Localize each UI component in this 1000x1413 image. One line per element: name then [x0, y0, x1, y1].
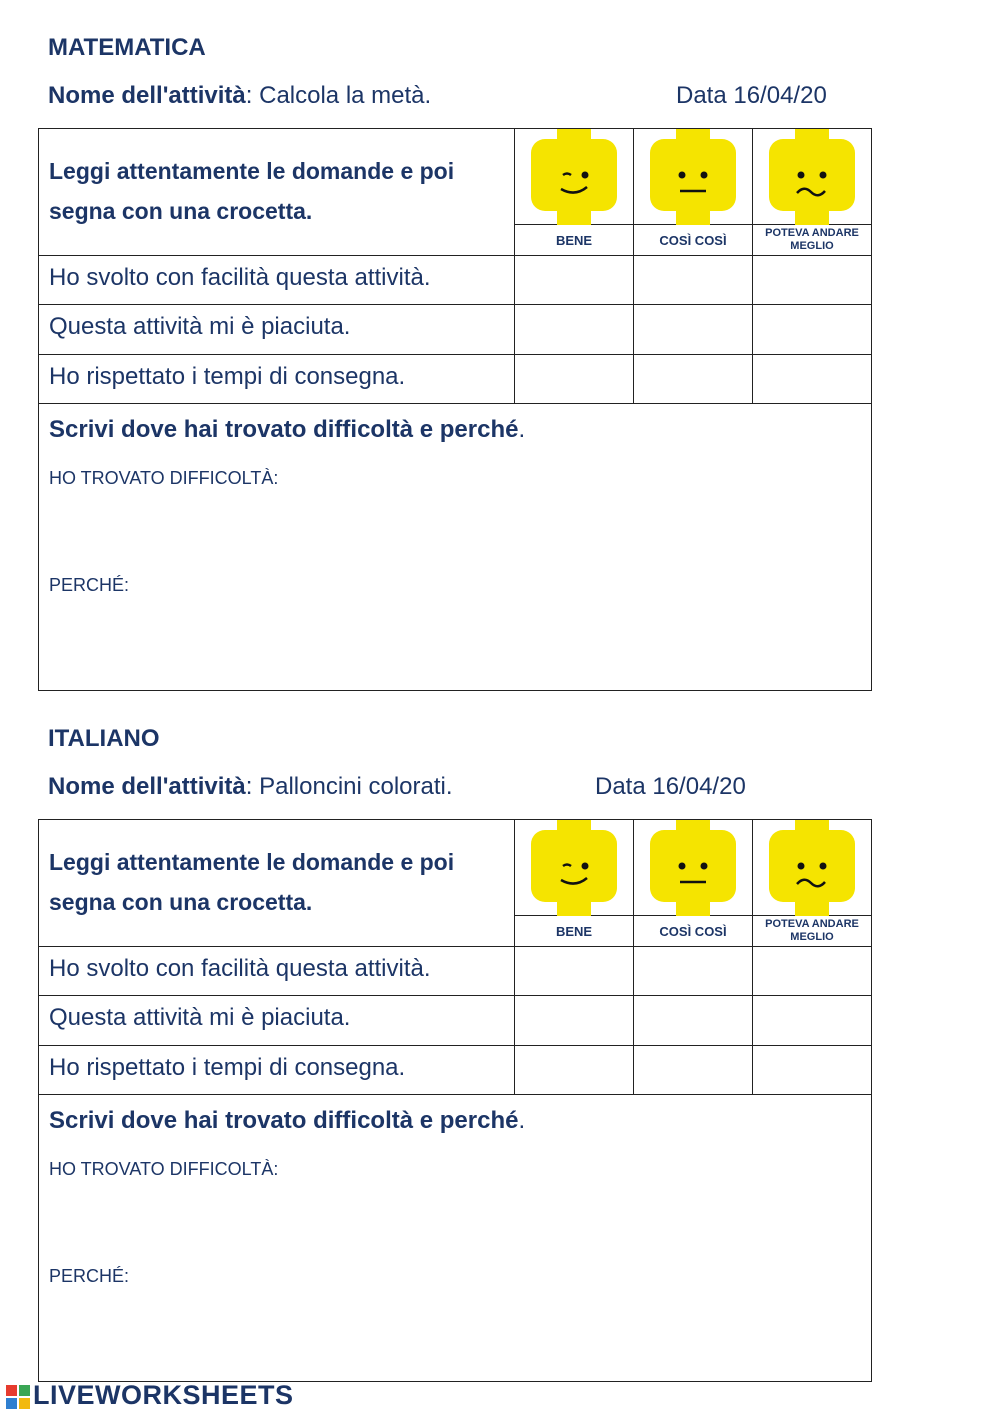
brand-text: LIVEWORKSHEETS — [33, 1380, 294, 1410]
activity-name: Calcola la metà. — [259, 82, 432, 109]
question-cell — [39, 1046, 515, 1095]
instruction-cell — [39, 820, 515, 947]
instruction-text: Leggi attentamente le domande e poi segna con una crocetta. — [49, 158, 455, 224]
rating-header-meglio — [753, 820, 871, 947]
happy-face-icon — [529, 129, 619, 225]
question-text: Ho svolto con facilità questa attività. — [49, 264, 431, 291]
face-box — [634, 129, 752, 225]
question-cell — [39, 996, 515, 1046]
answer-box[interactable] — [753, 947, 871, 996]
question-text: Ho svolto con facilità questa attività. — [49, 955, 431, 982]
subject-title: ITALIANO — [48, 725, 160, 752]
instruction-text: Leggi attentamente le domande e poi segna con una crocetta. — [49, 849, 455, 915]
answer-box[interactable] — [515, 355, 634, 404]
rating-label: POTEVA ANDARE MEGLIO — [765, 918, 859, 943]
happy-face-icon — [529, 820, 619, 916]
liveworksheets-logo-icon — [6, 1385, 30, 1409]
answer-box[interactable] — [753, 996, 871, 1046]
answer-box[interactable] — [634, 1046, 753, 1095]
face-box — [515, 129, 633, 225]
face-box — [753, 820, 871, 916]
neutral-face-icon — [648, 820, 738, 916]
answer-box[interactable] — [634, 305, 753, 355]
answer-box[interactable] — [515, 996, 634, 1046]
rating-header-cosi — [634, 820, 753, 947]
comment-title — [49, 416, 525, 444]
self-evaluation-table — [38, 819, 872, 1382]
rating-header-bene — [515, 129, 634, 256]
activity-date: Data 16/04/20 — [595, 773, 746, 800]
answer-box[interactable] — [634, 947, 753, 996]
difficulty-label: HO TROVATO DIFFICOLTÀ: — [49, 468, 279, 488]
answer-box[interactable] — [634, 996, 753, 1046]
answer-box[interactable] — [515, 947, 634, 996]
answer-box[interactable] — [753, 305, 871, 355]
difficulty-label: HO TROVATO DIFFICOLTÀ: — [49, 1159, 279, 1179]
rating-header-meglio — [753, 129, 871, 256]
liveworksheets-brand — [6, 1380, 294, 1411]
question-cell — [39, 355, 515, 404]
comment-area[interactable] — [39, 1095, 871, 1380]
rating-label: BENE — [555, 924, 593, 939]
comment-title-text: Scrivi dove hai trovato difficoltà e perché — [49, 1107, 519, 1134]
face-box — [515, 820, 633, 916]
worried-face-icon — [767, 820, 857, 916]
question-cell — [39, 947, 515, 996]
rating-label: BENE — [555, 233, 593, 248]
answer-box[interactable] — [515, 1046, 634, 1095]
activity-sep: : — [245, 773, 253, 800]
activity-label: Nome dell'attività — [48, 773, 246, 800]
instruction-cell — [39, 129, 515, 256]
question-cell — [39, 305, 515, 355]
question-cell — [39, 256, 515, 305]
answer-box[interactable] — [753, 256, 871, 305]
answer-box[interactable] — [634, 256, 753, 305]
question-text: Questa attività mi è piaciuta. — [49, 1004, 351, 1031]
answer-box[interactable] — [515, 256, 634, 305]
activity-label: Nome dell'attività — [48, 82, 246, 109]
rating-header-bene — [515, 820, 634, 947]
comment-area[interactable] — [39, 404, 871, 689]
activity-name-line — [48, 82, 431, 110]
activity-date: Data 16/04/20 — [676, 82, 827, 109]
answer-box[interactable] — [753, 355, 871, 404]
rating-label: COSÌ COSÌ — [659, 233, 727, 248]
answer-box[interactable] — [634, 355, 753, 404]
answer-box[interactable] — [753, 1046, 871, 1095]
worried-face-icon — [767, 129, 857, 225]
comment-title-text: Scrivi dove hai trovato difficoltà e perché — [49, 416, 519, 443]
answer-box[interactable] — [515, 305, 634, 355]
activity-sep: : — [245, 82, 253, 109]
question-text: Questa attività mi è piaciuta. — [49, 313, 351, 340]
comment-title-end: . — [518, 1107, 526, 1134]
activity-name-line — [48, 773, 453, 801]
neutral-face-icon — [648, 129, 738, 225]
face-box — [634, 820, 752, 916]
why-label: PERCHÉ: — [49, 1266, 130, 1286]
rating-label: COSÌ COSÌ — [659, 924, 727, 939]
question-text: Ho rispettato i tempi di consegna. — [49, 363, 406, 390]
rating-label: POTEVA ANDARE MEGLIO — [765, 227, 859, 252]
self-evaluation-table — [38, 128, 872, 691]
comment-title — [49, 1107, 525, 1135]
activity-name: Palloncini colorati. — [259, 773, 453, 800]
face-box — [753, 129, 871, 225]
rating-header-cosi — [634, 129, 753, 256]
subject-title: MATEMATICA — [48, 34, 206, 61]
why-label: PERCHÉ: — [49, 575, 130, 595]
comment-title-end: . — [518, 416, 526, 443]
question-text: Ho rispettato i tempi di consegna. — [49, 1054, 406, 1081]
